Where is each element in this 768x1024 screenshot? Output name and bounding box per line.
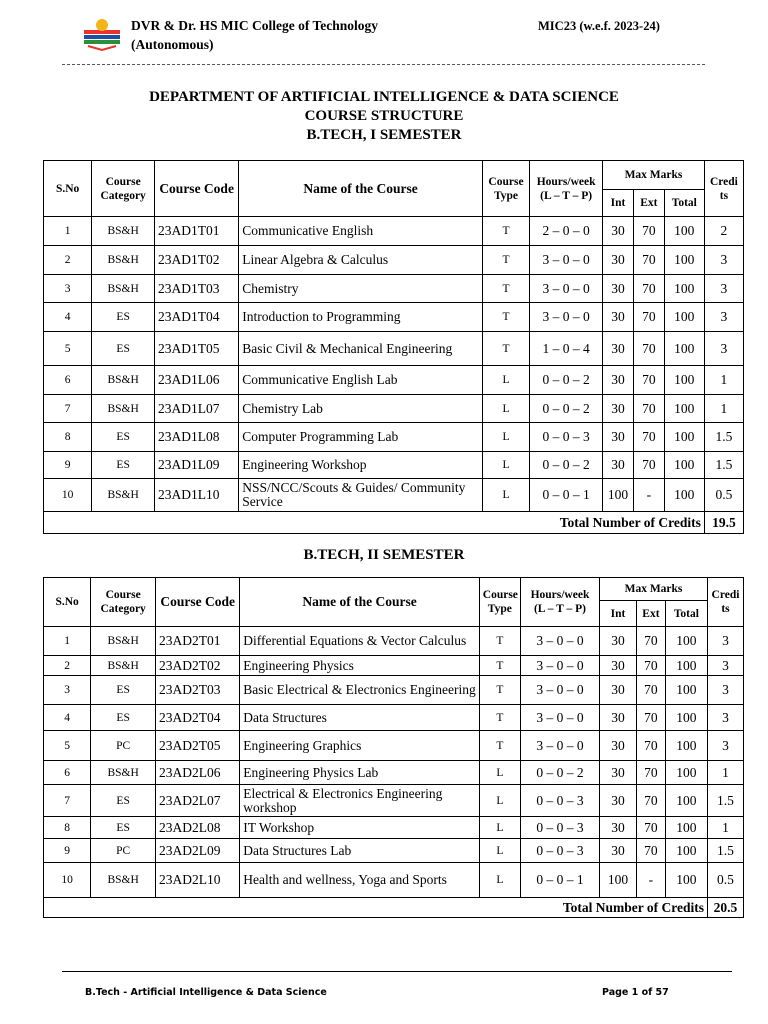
marks-total: 100: [665, 705, 707, 731]
course-hours: 0 – 0 – 3: [530, 423, 603, 452]
course-credits: 3: [704, 275, 743, 303]
sem2-total-credits: 20.5: [707, 898, 743, 918]
marks-total: 100: [665, 761, 707, 785]
course-code: 23AD2T05: [156, 731, 240, 761]
col-hours: Hours/week (L – T – P): [520, 578, 599, 627]
marks-int: 100: [600, 863, 637, 898]
course-sno: 10: [44, 863, 91, 898]
col-credits: Credi ts: [704, 161, 743, 217]
course-hours: 3 – 0 – 0: [530, 246, 603, 275]
col-type: Course Type: [479, 578, 520, 627]
course-code: 23AD1L07: [154, 395, 238, 423]
marks-int: 30: [603, 246, 634, 275]
table-row: [44, 479, 744, 512]
course-credits: 1: [707, 761, 743, 785]
table-row: [44, 246, 744, 275]
marks-ext: 70: [633, 246, 664, 275]
course-credits: 1: [704, 395, 743, 423]
footer-divider: [62, 971, 732, 972]
col-int: Int: [603, 190, 634, 217]
course-name: Basic Civil & Mechanical Engineering: [239, 332, 483, 366]
course-code: 23AD2L06: [156, 761, 240, 785]
course-type: L: [479, 863, 520, 898]
course-hours: 0 – 0 – 1: [520, 863, 599, 898]
course-type: L: [482, 452, 529, 479]
marks-ext: 70: [633, 303, 664, 332]
course-credits: 3: [707, 731, 743, 761]
course-hours: 3 – 0 – 0: [530, 275, 603, 303]
course-sno: 4: [44, 705, 91, 731]
course-hours: 3 – 0 – 0: [520, 656, 599, 676]
course-sno: 9: [44, 839, 91, 863]
course-credits: 1.5: [707, 785, 743, 817]
col-hours: Hours/week (L – T – P): [530, 161, 603, 217]
marks-ext: 70: [633, 275, 664, 303]
marks-int: 30: [600, 817, 637, 839]
col-category: Course Category: [91, 578, 156, 627]
marks-total: 100: [664, 479, 704, 512]
course-credits: 1.5: [707, 839, 743, 863]
col-total: Total: [664, 190, 704, 217]
table-row: [44, 863, 744, 898]
course-type: L: [479, 761, 520, 785]
marks-int: 30: [603, 217, 634, 246]
course-hours: 3 – 0 – 0: [520, 731, 599, 761]
marks-ext: 70: [633, 366, 664, 395]
table-row: [44, 761, 744, 785]
course-type: T: [479, 656, 520, 676]
marks-total: 100: [664, 217, 704, 246]
course-sno: 1: [44, 217, 92, 246]
course-name: Chemistry: [239, 275, 483, 303]
course-code: 23AD1T05: [154, 332, 238, 366]
col-total: Total: [665, 601, 707, 627]
course-hours: 3 – 0 – 0: [520, 705, 599, 731]
course-category: BS&H: [91, 761, 156, 785]
course-code: 23AD1L06: [154, 366, 238, 395]
course-name: Data Structures Lab: [240, 839, 479, 863]
course-type: T: [479, 627, 520, 656]
col-type: Course Type: [482, 161, 529, 217]
course-type: T: [482, 332, 529, 366]
marks-total: 100: [664, 395, 704, 423]
col-category: Course Category: [92, 161, 155, 217]
marks-ext: 70: [633, 452, 664, 479]
course-category: BS&H: [91, 656, 156, 676]
course-sno: 7: [44, 785, 91, 817]
col-sno: S.No: [44, 578, 91, 627]
course-category: BS&H: [91, 863, 156, 898]
course-name: IT Workshop: [240, 817, 479, 839]
course-sno: 10: [44, 479, 92, 512]
course-category: ES: [92, 303, 155, 332]
course-category: BS&H: [92, 246, 155, 275]
course-hours: 0 – 0 – 2: [520, 761, 599, 785]
course-type: T: [482, 217, 529, 246]
course-category: ES: [92, 423, 155, 452]
course-category: BS&H: [92, 217, 155, 246]
course-sno: 9: [44, 452, 92, 479]
course-type: L: [482, 366, 529, 395]
course-name: Basic Electrical & Electronics Engineering: [240, 676, 479, 705]
marks-ext: -: [637, 863, 666, 898]
course-code: 23AD1T03: [154, 275, 238, 303]
marks-ext: 70: [637, 761, 666, 785]
marks-int: 30: [600, 656, 637, 676]
header-divider: [62, 64, 705, 65]
course-hours: 0 – 0 – 3: [520, 817, 599, 839]
course-name: Engineering Graphics: [240, 731, 479, 761]
course-code: 23AD2L09: [156, 839, 240, 863]
course-hours: 2 – 0 – 0: [530, 217, 603, 246]
course-type: L: [479, 785, 520, 817]
marks-int: 30: [603, 395, 634, 423]
course-code: 23AD2L08: [156, 817, 240, 839]
course-hours: 0 – 0 – 3: [520, 839, 599, 863]
table-row: [44, 656, 744, 676]
course-credits: 3: [704, 332, 743, 366]
marks-int: 30: [600, 676, 637, 705]
col-sno: S.No: [44, 161, 92, 217]
marks-total: 100: [664, 452, 704, 479]
autonomous-label: (Autonomous): [131, 37, 214, 52]
course-name: NSS/NCC/Scouts & Guides/ Community Service: [239, 479, 483, 512]
course-sno: 5: [44, 332, 92, 366]
marks-ext: 70: [637, 785, 666, 817]
marks-ext: 70: [633, 423, 664, 452]
col-max-marks: Max Marks: [600, 578, 708, 601]
sem1-total-label: Total Number of Credits: [44, 512, 705, 534]
marks-ext: 70: [637, 731, 666, 761]
table-row: [44, 452, 744, 479]
table-row: [44, 839, 744, 863]
course-sno: 8: [44, 817, 91, 839]
footer-page-number: Page 1 of 57: [602, 987, 669, 998]
course-category: BS&H: [91, 627, 156, 656]
col-credits: Credi ts: [707, 578, 743, 627]
course-category: PC: [91, 839, 156, 863]
course-code: 23AD1L08: [154, 423, 238, 452]
course-sno: 4: [44, 303, 92, 332]
course-hours: 0 – 0 – 2: [530, 395, 603, 423]
department-title: DEPARTMENT OF ARTIFICIAL INTELLIGENCE & DATA SCIENCE: [149, 89, 619, 105]
course-hours: 3 – 0 – 0: [530, 303, 603, 332]
marks-total: 100: [665, 627, 707, 656]
col-code: Course Code: [154, 161, 238, 217]
footer-program: B.Tech - Artificial Intelligence & Data Science: [85, 987, 327, 998]
course-name: Communicative English: [239, 217, 483, 246]
marks-int: 30: [603, 366, 634, 395]
course-name: Differential Equations & Vector Calculus: [240, 627, 479, 656]
marks-total: 100: [665, 863, 707, 898]
col-name: Name of the Course: [240, 578, 479, 627]
course-code: 23AD1T01: [154, 217, 238, 246]
course-credits: 1: [707, 817, 743, 839]
course-hours: 3 – 0 – 0: [520, 676, 599, 705]
semester-1-table: [43, 160, 744, 534]
marks-ext: 70: [637, 705, 666, 731]
marks-ext: 70: [633, 332, 664, 366]
marks-ext: 70: [637, 627, 666, 656]
marks-int: 30: [600, 785, 637, 817]
col-ext: Ext: [633, 190, 664, 217]
table-row: [44, 332, 744, 366]
course-category: BS&H: [92, 479, 155, 512]
course-sno: 6: [44, 761, 91, 785]
course-code: 23AD2T01: [156, 627, 240, 656]
course-hours: 1 – 0 – 4: [530, 332, 603, 366]
course-name: Computer Programming Lab: [239, 423, 483, 452]
marks-ext: 70: [637, 817, 666, 839]
course-type: L: [479, 839, 520, 863]
course-code: 23AD1L09: [154, 452, 238, 479]
course-credits: 0.5: [704, 479, 743, 512]
course-code: 23AD1L10: [154, 479, 238, 512]
col-ext: Ext: [637, 601, 666, 627]
course-sno: 3: [44, 275, 92, 303]
marks-total: 100: [664, 275, 704, 303]
course-type: T: [479, 676, 520, 705]
course-category: ES: [92, 452, 155, 479]
course-sno: 6: [44, 366, 92, 395]
course-category: ES: [91, 785, 156, 817]
marks-int: 30: [603, 332, 634, 366]
course-credits: 0.5: [707, 863, 743, 898]
sem1-total-credits: 19.5: [704, 512, 743, 534]
course-type: L: [482, 423, 529, 452]
course-name: Engineering Physics: [240, 656, 479, 676]
course-category: ES: [91, 676, 156, 705]
course-type: T: [482, 246, 529, 275]
regulation-code: MIC23 (w.e.f. 2023-24): [538, 19, 660, 33]
course-code: 23AD2T03: [156, 676, 240, 705]
page-header: [0, 16, 768, 66]
marks-int: 30: [603, 452, 634, 479]
course-type: T: [482, 275, 529, 303]
semester-2-table: [43, 577, 744, 918]
marks-int: 30: [600, 731, 637, 761]
semester-2-title: B.TECH, II SEMESTER: [303, 547, 465, 563]
course-category: ES: [91, 817, 156, 839]
course-type: L: [482, 395, 529, 423]
marks-total: 100: [665, 817, 707, 839]
course-category: BS&H: [92, 395, 155, 423]
table-row: [44, 395, 744, 423]
course-type: T: [482, 303, 529, 332]
course-name: Engineering Physics Lab: [240, 761, 479, 785]
course-sno: 2: [44, 246, 92, 275]
table-row: [44, 275, 744, 303]
sem2-total-label: Total Number of Credits: [44, 898, 708, 918]
marks-total: 100: [664, 423, 704, 452]
marks-total: 100: [665, 785, 707, 817]
col-code: Course Code: [156, 578, 240, 627]
course-type: T: [479, 705, 520, 731]
marks-int: 30: [600, 761, 637, 785]
course-hours: 0 – 0 – 2: [530, 452, 603, 479]
course-category: ES: [91, 705, 156, 731]
course-credits: 1.5: [704, 423, 743, 452]
marks-int: 30: [603, 303, 634, 332]
course-sno: 3: [44, 676, 91, 705]
semester-1-title: B.TECH, I SEMESTER: [306, 127, 462, 143]
marks-int: 30: [600, 839, 637, 863]
course-credits: 1: [704, 366, 743, 395]
course-credits: 3: [704, 303, 743, 332]
table-row: [44, 817, 744, 839]
marks-total: 100: [665, 731, 707, 761]
course-credits: 2: [704, 217, 743, 246]
course-category: PC: [91, 731, 156, 761]
course-credits: 3: [707, 705, 743, 731]
marks-int: 100: [603, 479, 634, 512]
course-code: 23AD2L07: [156, 785, 240, 817]
course-code: 23AD2T04: [156, 705, 240, 731]
marks-ext: -: [633, 479, 664, 512]
col-int: Int: [600, 601, 637, 627]
course-category: BS&H: [92, 275, 155, 303]
course-sno: 5: [44, 731, 91, 761]
col-max-marks: Max Marks: [603, 161, 705, 190]
course-credits: 3: [707, 656, 743, 676]
table-row: [44, 627, 744, 656]
course-name: Electrical & Electronics Engineering workshop: [240, 785, 479, 817]
table-row: [44, 785, 744, 817]
course-name: Introduction to Programming: [239, 303, 483, 332]
course-name: Health and wellness, Yoga and Sports: [240, 863, 479, 898]
course-credits: 3: [704, 246, 743, 275]
table-row: [44, 217, 744, 246]
course-category: BS&H: [92, 366, 155, 395]
marks-ext: 70: [637, 656, 666, 676]
course-sno: 7: [44, 395, 92, 423]
table-row: [44, 705, 744, 731]
marks-total: 100: [665, 839, 707, 863]
marks-int: 30: [600, 705, 637, 731]
table-row: [44, 676, 744, 705]
col-name: Name of the Course: [239, 161, 483, 217]
marks-total: 100: [664, 246, 704, 275]
marks-total: 100: [664, 303, 704, 332]
course-hours: 0 – 0 – 2: [530, 366, 603, 395]
course-credits: 3: [707, 676, 743, 705]
course-credits: 3: [707, 627, 743, 656]
course-hours: 0 – 0 – 3: [520, 785, 599, 817]
course-code: 23AD1T04: [154, 303, 238, 332]
course-hours: 0 – 0 – 1: [530, 479, 603, 512]
marks-int: 30: [603, 275, 634, 303]
course-code: 23AD1T02: [154, 246, 238, 275]
course-code: 23AD2T02: [156, 656, 240, 676]
course-name: Engineering Workshop: [239, 452, 483, 479]
course-code: 23AD2L10: [156, 863, 240, 898]
course-type: L: [482, 479, 529, 512]
college-name: DVR & Dr. HS MIC College of Technology: [131, 18, 379, 33]
course-sno: 2: [44, 656, 91, 676]
marks-total: 100: [665, 656, 707, 676]
table-row: [44, 303, 744, 332]
course-hours: 3 – 0 – 0: [520, 627, 599, 656]
course-name: Linear Algebra & Calculus: [239, 246, 483, 275]
marks-int: 30: [600, 627, 637, 656]
course-sno: 8: [44, 423, 92, 452]
course-category: ES: [92, 332, 155, 366]
course-name: Communicative English Lab: [239, 366, 483, 395]
course-name: Data Structures: [240, 705, 479, 731]
college-logo-icon: [82, 16, 122, 52]
table-row: [44, 731, 744, 761]
course-credits: 1.5: [704, 452, 743, 479]
marks-total: 100: [665, 676, 707, 705]
course-type: T: [479, 731, 520, 761]
course-name: Chemistry Lab: [239, 395, 483, 423]
course-sno: 1: [44, 627, 91, 656]
marks-ext: 70: [637, 676, 666, 705]
marks-ext: 70: [633, 217, 664, 246]
marks-ext: 70: [637, 839, 666, 863]
table-row: [44, 366, 744, 395]
course-structure-title: COURSE STRUCTURE: [304, 108, 464, 124]
table-row: [44, 423, 744, 452]
marks-total: 100: [664, 366, 704, 395]
marks-total: 100: [664, 332, 704, 366]
marks-int: 30: [603, 423, 634, 452]
marks-ext: 70: [633, 395, 664, 423]
course-type: L: [479, 817, 520, 839]
